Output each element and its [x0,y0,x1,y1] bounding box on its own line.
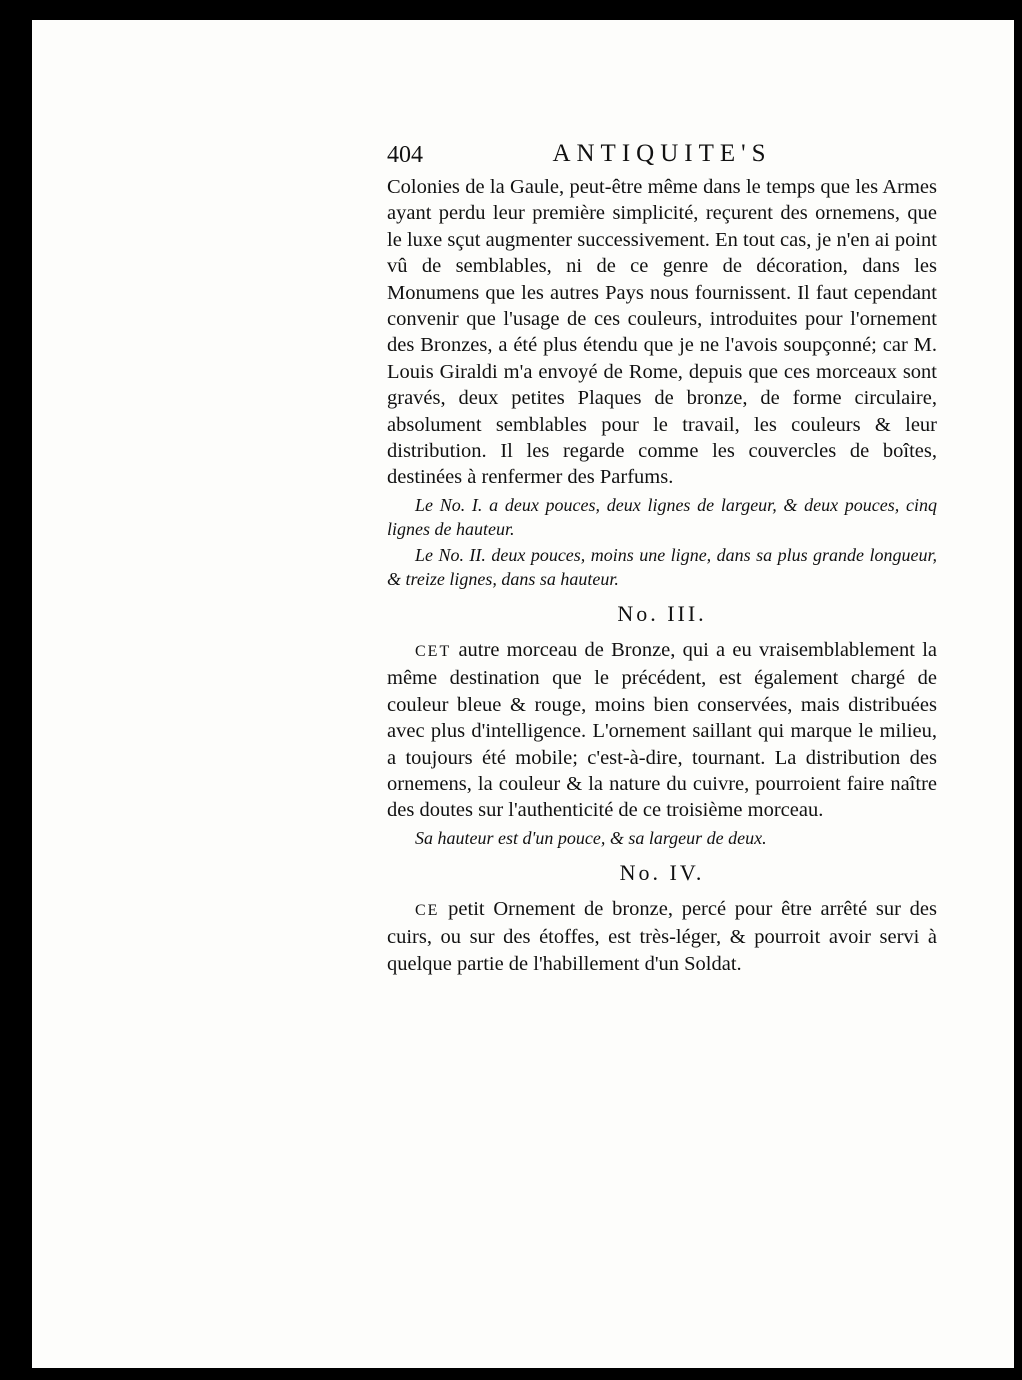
section-4-text: petit Ornement de bronze, percé pour être arrêté sur des cuirs, ou sur des étoffes, est très-léger, & pourroit avoir servi à quelque partie de l'habillement d'un Soldat. [387,897,937,975]
dimension-note-2: Le No. II. deux pouces, moins une ligne, dans sa plus grande longueur, & treize lignes, dans sa hauteur. [387,544,937,589]
section-3-paragraph [387,637,937,824]
running-title: ANTIQUITE'S [552,140,772,167]
section-4-paragraph [387,896,937,977]
page-number: 404 [387,142,423,168]
text-block [387,138,937,977]
book-page [32,20,1014,1368]
section-3-lead: CET [415,642,452,660]
section-4-lead: CE [415,901,440,919]
dimension-note-1: Le No. I. a deux pouces, deux lignes de largeur, & deux pouces, cinq lignes de hauteur. [387,494,937,539]
running-head [387,138,937,174]
section-3-text: autre morceau de Bronze, qui a eu vraisemblablement la même destination que le précédent, est également chargé de couleur bleue & rouge, moins bien conservées, mais distribuées avec plus d'intelligence. L'ornement saillant qui marque le milieu, a toujours été mobile; c'est-à-dire, tournant. La distribution des ornemens, la couleur & la nature du cuivre, pourroient faire naître des doutes sur l'authenticité de ce troisième morceau. [387,638,937,822]
intro-paragraph: Colonies de la Gaule, peut-être même dans le temps que les Armes ayant perdu leur première simplicité, reçurent des ornemens, que le luxe sçut augmenter successivement. En tout cas, je n'en ai point vû de semblables, ni de ce genre de décoration, dans les Monumens que les autres Pays nous fournissent. Il faut cependant convenir que l'usage de ces couleurs, introduites pour l'ornement des Bronzes, a été plus étendu que je ne l'avois soupçonné; car M. Louis Giraldi m'a envoyé de Rome, depuis que ces morceaux sont gravés, deux petites Plaques de bronze, de forme circulaire, absolument semblables pour le travail, les couleurs & leur distribution. Il les regarde comme les couvercles de boîtes, destinées à renfermer des Parfums. [387,176,937,489]
section-heading-3: No. III. [617,600,707,626]
dimension-note-3: Sa hauteur est d'un pouce, & sa largeur de deux. [415,827,767,848]
section-heading-4: No. IV. [619,859,705,885]
